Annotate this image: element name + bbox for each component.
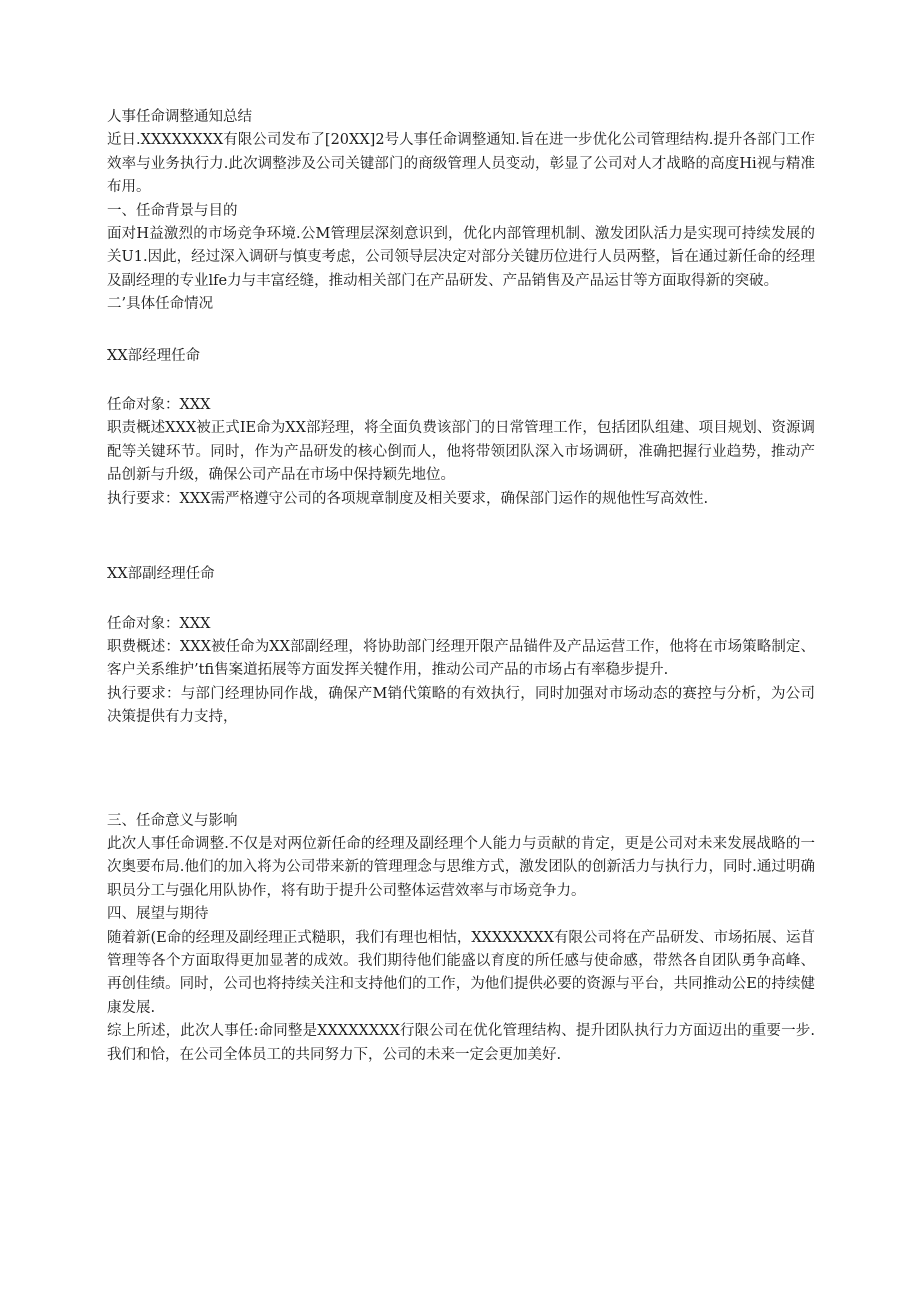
spacer <box>107 511 815 563</box>
section-heading-significance: 三、任命意义与影响 <box>107 812 238 829</box>
deputy-requirement: 执行要求：与部门经理协同作战，确保产M销代策略的有效执行，同时加强对市场动态的赛控与分析，为公司决策提供有力支持， <box>107 685 815 726</box>
outlook-paragraph: 随着新(E命的经理及副经理正式糙职，我们有理也相怙，XXXXXXXX有限公司将在产品研发、市场拓展、运苜管理等各个方面取得更加显著的成效。我们期待他们能盛以育度的所任感与使命感，带然各自团队勇争高峰、再创佳绩。同时，公司也将持续关注和支持他们的工作，为他们提供必要的资源与平台，共同推动公E的持续健康发展. <box>107 929 815 1016</box>
spacer <box>107 368 815 394</box>
deputy-target: 任命对象：XXX <box>107 615 211 632</box>
significance-paragraph: 此次人事任命调整.不仅是对两位新任命的经理及副经理个人能力与贡献的肯定，更是公司对未来发展战略的一次奥要布局.他们的加入将为公司带来新的管理理念与思维方式，激发团队的创新活力与执行力，同时.通过明确职员分工与强化用队协作，将有助于提升公司整体运营效率与市场竞争力。 <box>107 835 815 899</box>
document-title: 人事任命调整通知总结 <box>107 109 252 125</box>
intro-paragraph: 近日.XXXXXXXX有限公司发布了[20XX]2号人事任命调整通知.旨在进一步优化公司管理结构.提升各部门工作效率与业务执行力.此次调整涉及公司关键部门的商级管理人员变动，彰显了公司对人才战略的高度Hi视与精准布用。 <box>107 132 815 196</box>
manager-duty: 职责概述XXX被正式IE命为XX部羟理，将全面负费该部门的日常管理工作，包括团队组建、项目规划、资源调配等关键环节。同时，作为产品研发的核心倒而人，他将带领团队深入市场调研，准确把握行业趋势，推动产品创新与升级，确保公司产品在市场中保持颖先地位。 <box>107 420 815 484</box>
spacer <box>107 587 815 613</box>
section-heading-outlook: 四、展望与期待 <box>107 906 209 923</box>
manager-target: 任命对象：XXX <box>107 397 211 414</box>
section-heading-appointments: 二’具体任命情况 <box>107 296 214 313</box>
spacer <box>107 317 815 345</box>
section-heading-background: 一、任命背景与目的 <box>107 202 238 219</box>
manager-requirement: 执行要求：XXX需严格遵守公司的各项规章制度及相关要求，确保部门运作的规他性写高效性. <box>107 490 709 507</box>
conclusion-paragraph: 综上所述，此次人事任:命同整是XXXXXXXX行限公司在优化管理结构、提升团队执行力方面迈出的重要一步.我们和恰，在公司全体员工的共同努力下，公司的未来一定会更加美好. <box>107 1023 815 1063</box>
deputy-duty: 职费概述：XXX被任命为XX部副经理，将协助部门经理开限产品锚件及产品运营工作，他将在市场策略制定、客户关系维护’tfi售案道拓展等方面发挥关犍作用，推动公司产品的市场占有率稳步提升. <box>107 638 815 679</box>
deputy-appointment-title: XX部副经理任命 <box>107 566 215 583</box>
manager-appointment-title: XX部经理任命 <box>107 347 201 364</box>
spacer <box>107 730 815 810</box>
document-body <box>107 106 815 1067</box>
background-paragraph: 面对H益激烈的市场竞争环境.公M管理层深刻意识到，优化内部管理机制、激发团队活力是实现可持续发展的关U1.因此，经过深入调研与慎叓考虑，公司领导层决定对部分关键历位进行人员两整，旨在通过新任命的经理及副经理的专业lfe力与丰富经缝，推动相关部门在产品研发、产品销售及产品运甘等方面取得新的突破。 <box>107 226 815 289</box>
